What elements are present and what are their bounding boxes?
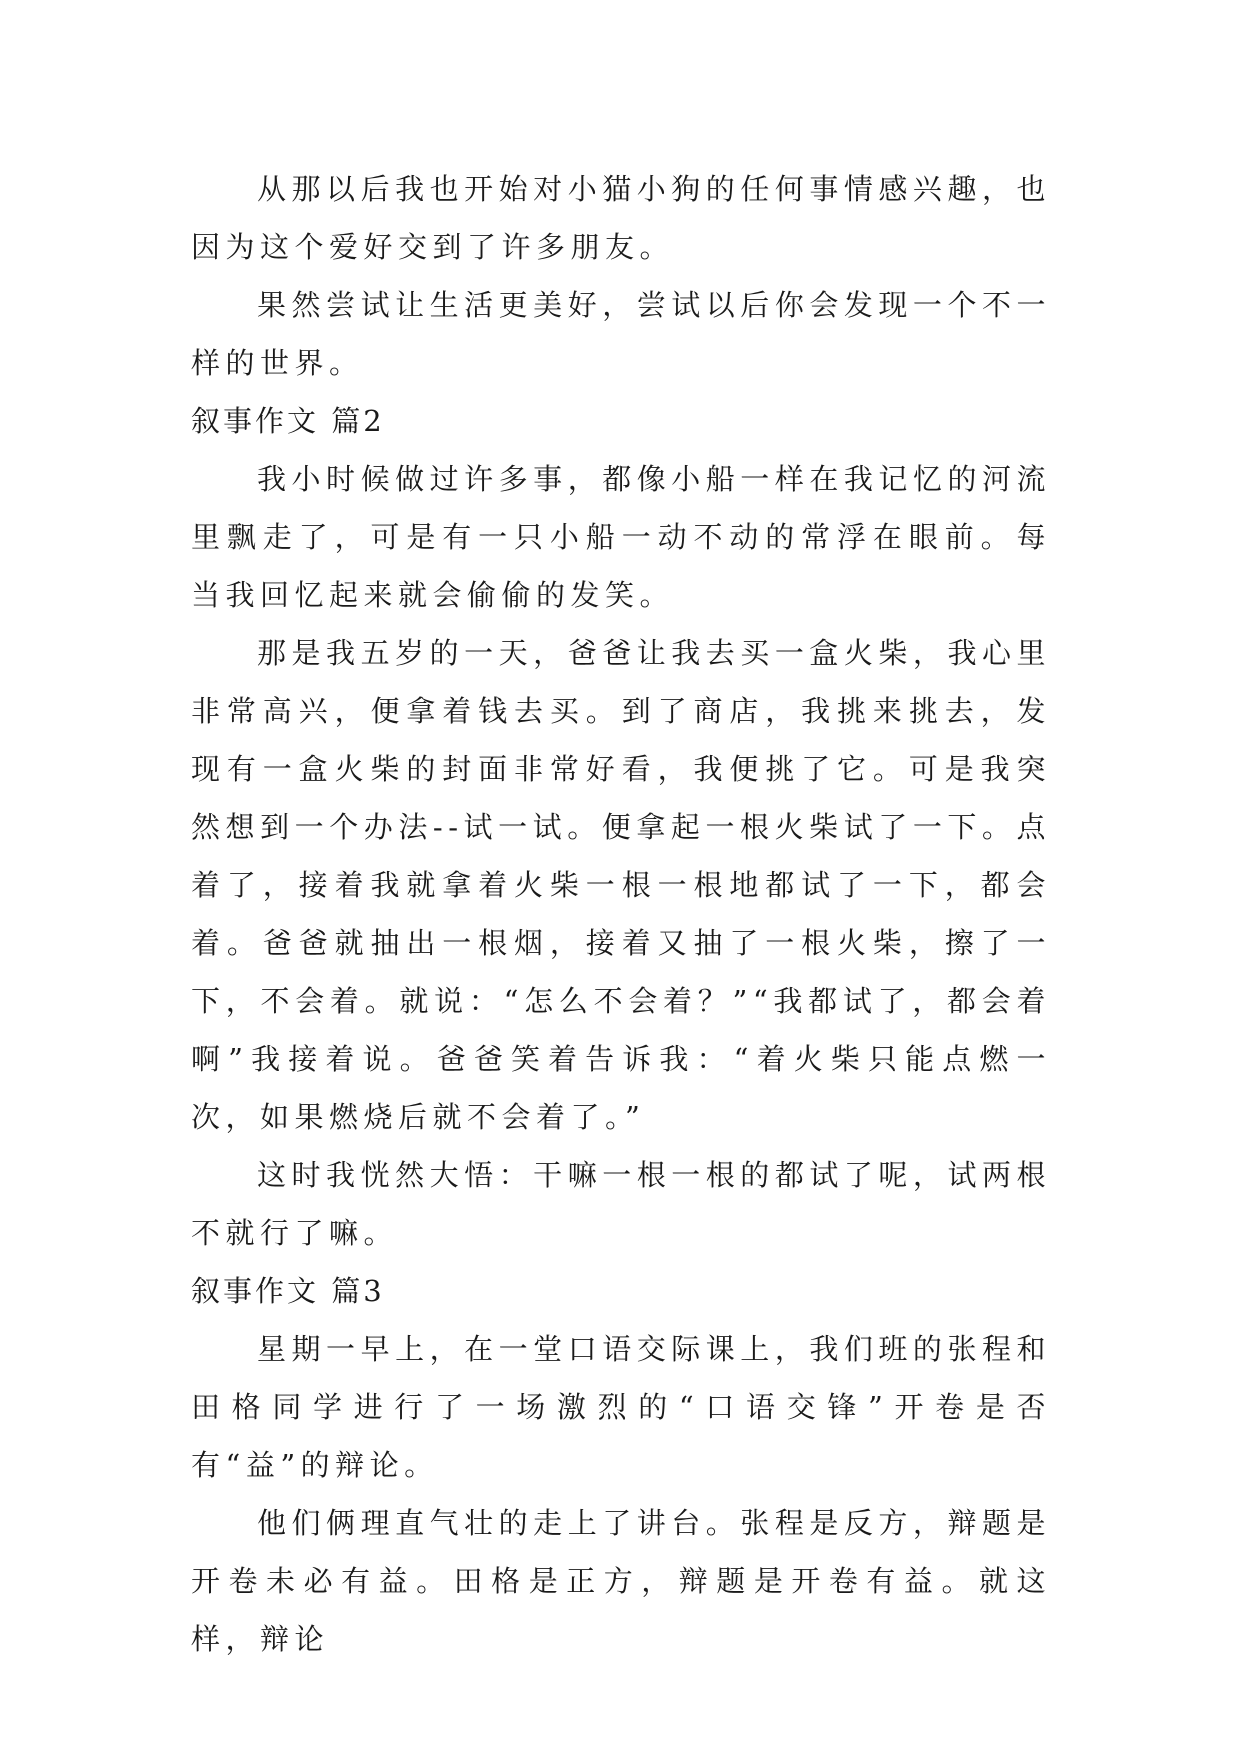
paragraph: 果然尝试让生活更美好，尝试以后你会发现一个不一样的世界。 <box>191 288 1051 380</box>
paragraph: 从那以后我也开始对小猫小狗的任何事情感兴趣，也因为这个爱好交到了许多朋友。 <box>191 172 1051 264</box>
section-heading: 叙事作文 篇3 <box>191 1274 385 1308</box>
paragraph: 那是我五岁的一天，爸爸让我去买一盒火柴，我心里非常高兴，便拿着钱去买。到了商店，我挑来挑去，发现有一盒火柴的封面非常好看，我便挑了它。可是我突然想到一个办法--试一试。便拿起一根火柴试了一下。点着了，接着我就拿着火柴一根一根地都试了一下，都会着。爸爸就抽出一根烟，接着又抽了一根火柴，擦了一下，不会着。就说：“怎么不会着？”“我都试了，都会着啊”我接着说。爸爸笑着告诉我：“着火柴只能点燃一次，如果燃烧后就不会着了。” <box>191 636 1051 1134</box>
paragraph: 他们俩理直气壮的走上了讲台。张程是反方，辩题是开卷未必有益。田格是正方，辩题是开卷有益。就这样，辩论 <box>191 1506 1051 1656</box>
paragraph: 这时我恍然大悟：干嘛一根一根的都试了呢，试两根不就行了嘛。 <box>191 1158 1051 1250</box>
section-heading: 叙事作文 篇2 <box>191 404 385 438</box>
paragraph: 星期一早上，在一堂口语交际课上，我们班的张程和田格同学进行了一场激烈的“口语交锋”开卷是否有“益”的辩论。 <box>191 1332 1051 1482</box>
document-body <box>191 160 1051 1668</box>
paragraph: 我小时候做过许多事，都像小船一样在我记忆的河流里飘走了，可是有一只小船一动不动的常浮在眼前。每当我回忆起来就会偷偷的发笑。 <box>191 462 1051 612</box>
